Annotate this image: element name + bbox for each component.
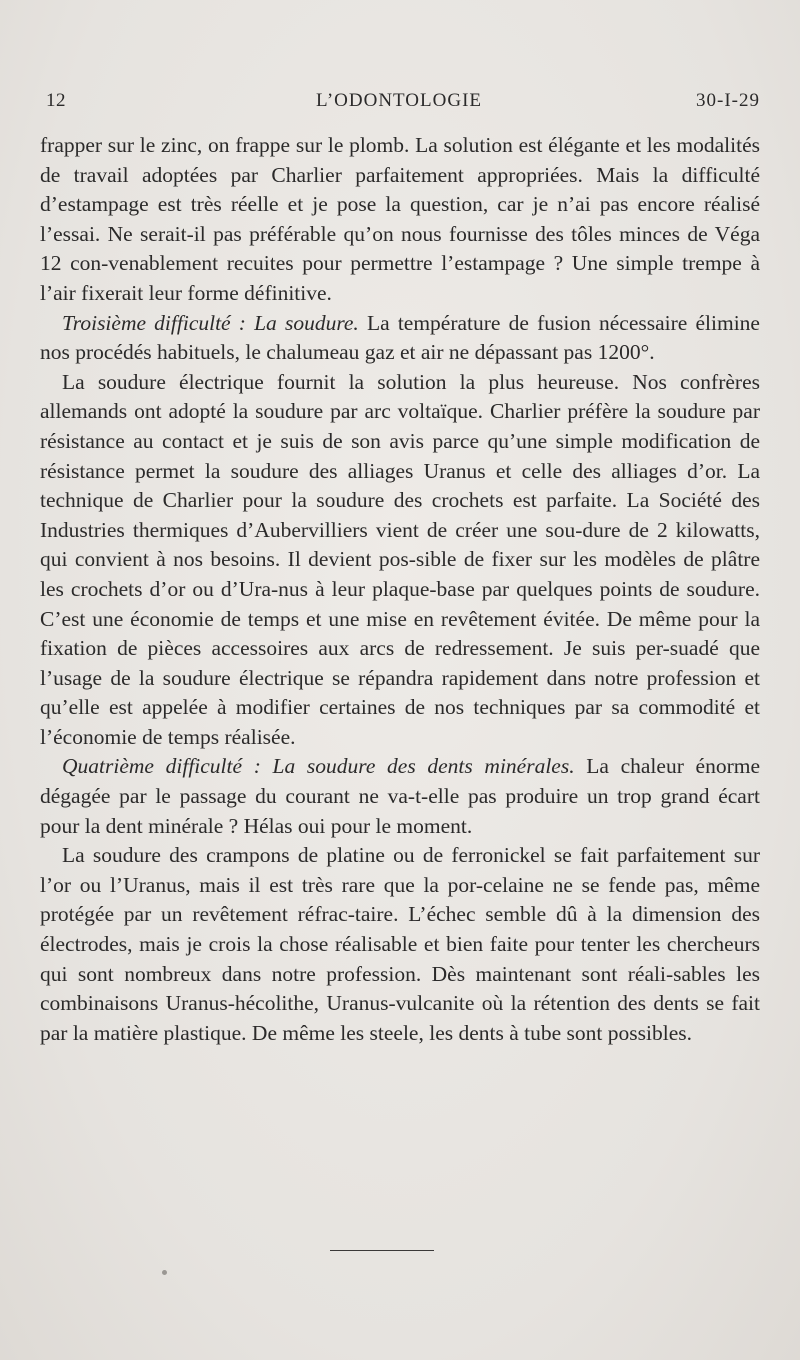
paragraph-2 bbox=[40, 309, 760, 368]
paragraph-5 bbox=[40, 841, 760, 1048]
issue-date: 30-I-29 bbox=[696, 90, 760, 111]
body-text bbox=[40, 131, 760, 1048]
paragraph-1 bbox=[40, 131, 760, 309]
paragraph-3 bbox=[40, 368, 760, 753]
paragraph-5-text: La soudure des crampons de platine ou de ferronickel se fait parfaitement sur l’or ou l’Uranus, mais il est très rare que la por-celaine ne se fende pas, même protégée par un revêtement réfrac-taire. L’échec semble dû à la dimension des électrodes, mais je crois la chose réalisable et bien faite pour tenter les chercheurs qui sont nombreux dans notre profession. Dès maintenant sont réali-sables les combinaisons Uranus-hécolithe, Uranus-vulcanite où la rétention des dents se fait par la matière plastique. De même les steele, les dents à tube sont possibles. bbox=[40, 843, 760, 1045]
paper-speck bbox=[162, 1270, 167, 1275]
paragraph-4-heading: Quatrième difficulté : La soudure des dents minérales. bbox=[62, 754, 575, 779]
paragraph-4-text: La chaleur énorme dégagée par le passage du courant ne va-t-elle pas produire un trop grand écart pour la dent minérale ? Hélas oui pour le moment. bbox=[40, 754, 760, 838]
end-rule bbox=[330, 1250, 434, 1251]
page-number: 12 bbox=[46, 90, 66, 111]
paragraph-1-text: frapper sur le zinc, on frappe sur le plomb. La solution est élégante et les modalités de travail adoptées par Charlier parfaitement appropriées. Mais la difficulté d’estampage est très réelle et je pose la question, car je n’ai pas encore réalisé l’essai. Ne serait-il pas préférable qu’on nous fournisse des tôles minces de Véga 12 con-venablement recuites pour permettre l’estampage ? Une simple trempe à l’air fixerait leur forme définitive. bbox=[40, 133, 760, 305]
journal-title: L’ODONTOLOGIE bbox=[315, 90, 483, 111]
paragraph-2-heading: Troisième difficulté : La soudure. bbox=[62, 310, 359, 335]
running-header bbox=[38, 90, 760, 114]
paragraph-4 bbox=[40, 752, 760, 841]
paragraph-3-text: La soudure électrique fournit la solution la plus heureuse. Nos confrères allemands ont adopté la soudure par arc voltaïque. Charlier préfère la soudure par résistance au contact et je suis de son avis parce qu’une simple modification de résistance permet la soudure des alliages Uranus et celle des alliages d’or. La technique de Charlier pour la soudure des crochets est parfaite. La Société des Industries thermiques d’Aubervilliers vient de créer une sou-dure de 2 kilowatts, qui convient à nos besoins. Il devient pos-sible de fixer sur les modèles de plâtre les crochets d’or ou d’Ura-nus à leur plaque-base par quelques points de soudure. C’est une économie de temps et une mise en revêtement évitée. De même pour la fixation de pièces accessoires aux arcs de redressement. Je suis per-suadé que l’usage de la soudure électrique se répandra rapidement dans notre profession et qu’elle est appelée à modifier certaines de nos techniques par sa commodité et l’économie de temps réalisée. bbox=[40, 369, 760, 749]
paragraph-2-text: La température de fusion nécessaire élimine nos procédés habituels, le chalumeau gaz et air ne dépassant pas 1200°. bbox=[40, 310, 760, 365]
